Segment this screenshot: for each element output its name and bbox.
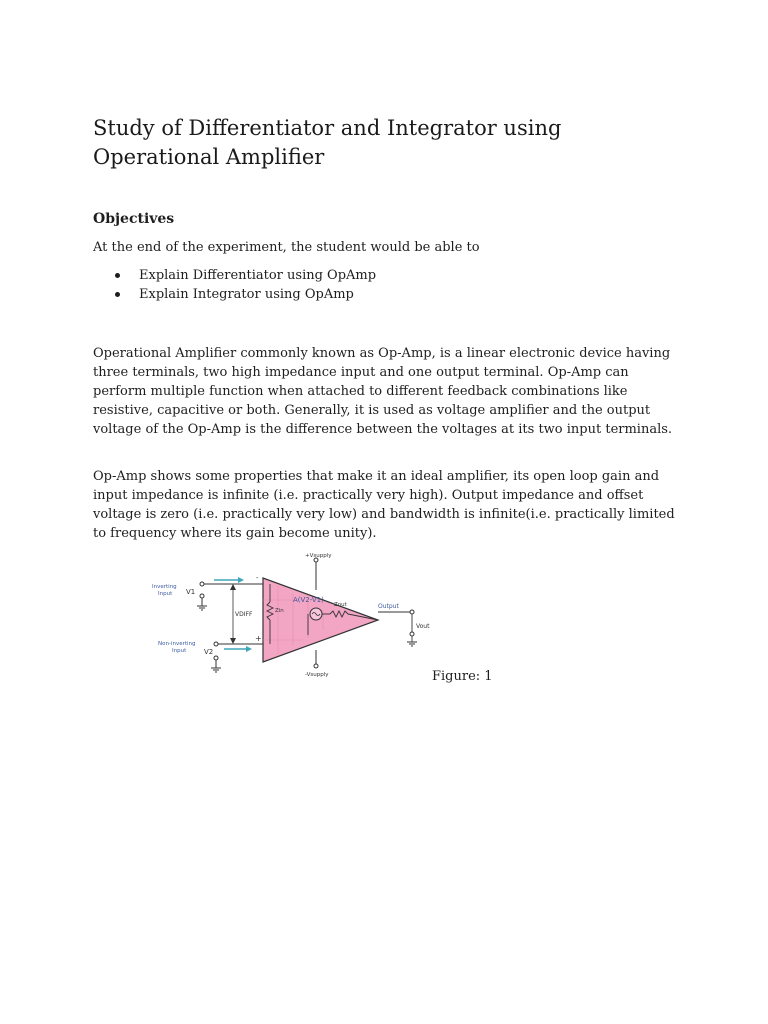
document-title: Study of Differentiator and Integrator using Operational Amplifier [93, 116, 562, 169]
output-label: Output [378, 603, 399, 610]
noninverting-label: Non-inverting [158, 641, 196, 647]
output-terminal [410, 610, 414, 614]
inverting-label: Inverting [152, 584, 177, 590]
inverting-input-label: Input [158, 591, 173, 597]
objective-text: Explain Integrator using OpAmp [139, 287, 354, 302]
figure-caption: Figure: 1 [432, 669, 493, 684]
plus-sign: + [255, 634, 262, 643]
inverting-arrow-head [238, 577, 244, 583]
v2-terminal-top [214, 642, 218, 646]
v1-terminal-top [200, 582, 204, 586]
bullet-icon [115, 273, 120, 278]
zin-label: Zin [275, 608, 284, 614]
gain-label: A(V2-V1) [293, 596, 324, 604]
objectives-intro: At the end of the experiment, the student would be able to [93, 240, 480, 255]
v2-label: V2 [204, 648, 214, 656]
noninverting-input-label: Input [172, 648, 187, 654]
vdiff-arrow-top [230, 584, 236, 590]
vsupply-neg-label: -Vsupply [305, 672, 329, 678]
objective-text: Explain Differentiator using OpAmp [139, 268, 377, 283]
noninverting-arrow-head [246, 646, 252, 652]
vdiff-arrow-bottom [230, 638, 236, 644]
paragraph-opamp-intro: Operational Amplifier commonly known as Op-Amp, is a linear electronic device having three terminals, two high impedance input and one output terminal. Op-Amp can perform multiple function when attached to different feedback combinations like resistive, capacitive or both. Generally, it is used as voltage amplifier and the output voltage of the Op-Amp is the difference between the voltages at its two input terminals. [93, 346, 673, 437]
minus-sign: - [256, 574, 259, 582]
objectives-list [113, 266, 376, 304]
vout-label: Vout [416, 623, 430, 630]
bullet-icon [115, 292, 120, 297]
list-item [113, 285, 376, 304]
v1-terminal-bottom [200, 594, 204, 598]
vdiff-label: VDIFF [235, 611, 253, 618]
v2-terminal-bottom [214, 656, 218, 660]
objectives-heading: Objectives [93, 211, 175, 227]
list-item [113, 266, 376, 285]
opamp-triangle [263, 578, 378, 662]
vout-terminal [410, 632, 414, 636]
zout-label: Zout [334, 602, 347, 608]
v1-label: V1 [186, 588, 196, 596]
opamp-diagram [138, 550, 434, 682]
vsupply-pos-label: +Vsupply [305, 553, 332, 559]
vsupply-neg-terminal [314, 664, 318, 668]
paragraph-opamp-properties: Op-Amp shows some properties that make it an ideal amplifier, its open loop gain and input impedance is infinite (i.e. practically very high). Output impedance and offset voltage is zero (i.e. practically very low) and bandwidth is infinite(i.e. practically limited to frequency where its gain become unity). [93, 469, 675, 541]
opamp-figure [138, 550, 434, 682]
